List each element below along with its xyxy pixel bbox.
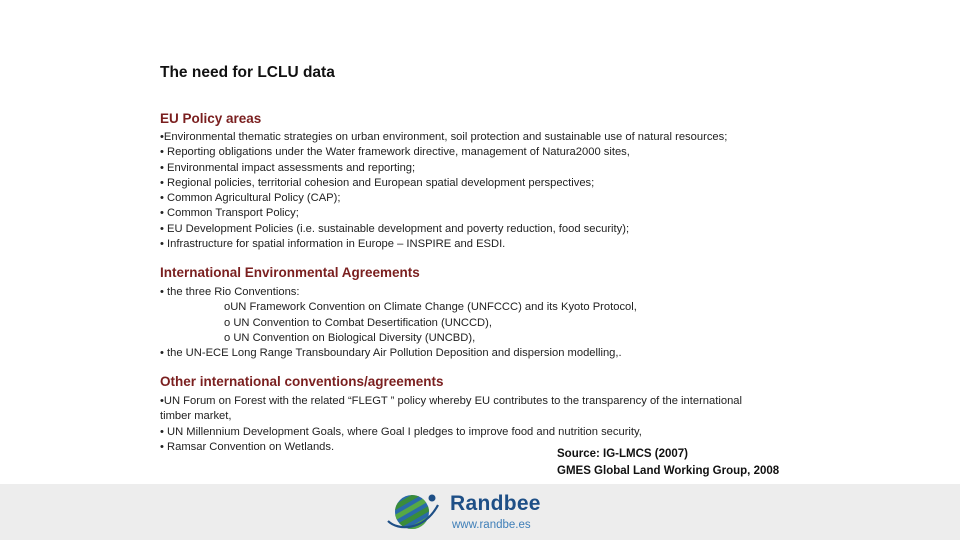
list-item: • the UN-ECE Long Range Transboundary Air Pollution Deposition and dispersion modelling,. [160,347,622,360]
slide-title: The need for LCLU data [160,64,335,81]
eu-policy-heading: EU Policy areas [160,111,262,126]
list-item: • Regional policies, territorial cohesion and European spatial development perspectives; [160,176,595,189]
list-item: •Environmental thematic strategies on urban environment, soil protection and sustainable use of natural resources; [160,131,728,143]
list-item: • Common Transport Policy; [160,207,299,220]
source-line: GMES Global Land Working Group, 2008 [557,465,780,477]
other-heading: Other international conventions/agreements [160,374,444,389]
list-item: • Common Agricultural Policy (CAP); [160,192,341,205]
source-citation [557,446,779,480]
source-line: Source: IG-LMCS (2007) [557,448,688,460]
eu-policy-list [160,130,727,252]
list-subitem: o UN Convention to Combat Desertification (UNCCD), [224,316,492,329]
international-heading: International Environmental Agreements [160,265,420,280]
list-item: • Ramsar Convention on Wetlands. [160,440,335,453]
international-list [160,285,637,361]
list-item: • the three Rio Conventions: [160,286,300,298]
brand-name: Randbee [450,492,541,515]
list-item: •UN Forum on Forest with the related “FLEGT ” policy whereby EU contributes to the transparency of the international timber market, [160,395,742,423]
list-item: • Environmental impact assessments and reporting; [160,161,416,174]
list-subitem: oUN Framework Convention on Climate Change (UNFCCC) and its Kyoto Protocol, [224,301,637,314]
list-subitem: o UN Convention on Biological Diversity (UNCBD), [224,331,476,344]
randbee-globe-logo-icon [384,491,440,533]
list-item: • EU Development Policies (i.e. sustainable development and poverty reduction, food security); [160,222,630,235]
list-item: • UN Millennium Development Goals, where Goal I pledges to improve food and nutrition security, [160,425,642,438]
list-item: • Infrastructure for spatial information in Europe – INSPIRE and ESDI. [160,238,506,251]
list-item: • Reporting obligations under the Water framework directive, management of Natura2000 sites, [160,146,630,159]
brand-url[interactable]: www.randbe.es [452,519,531,531]
